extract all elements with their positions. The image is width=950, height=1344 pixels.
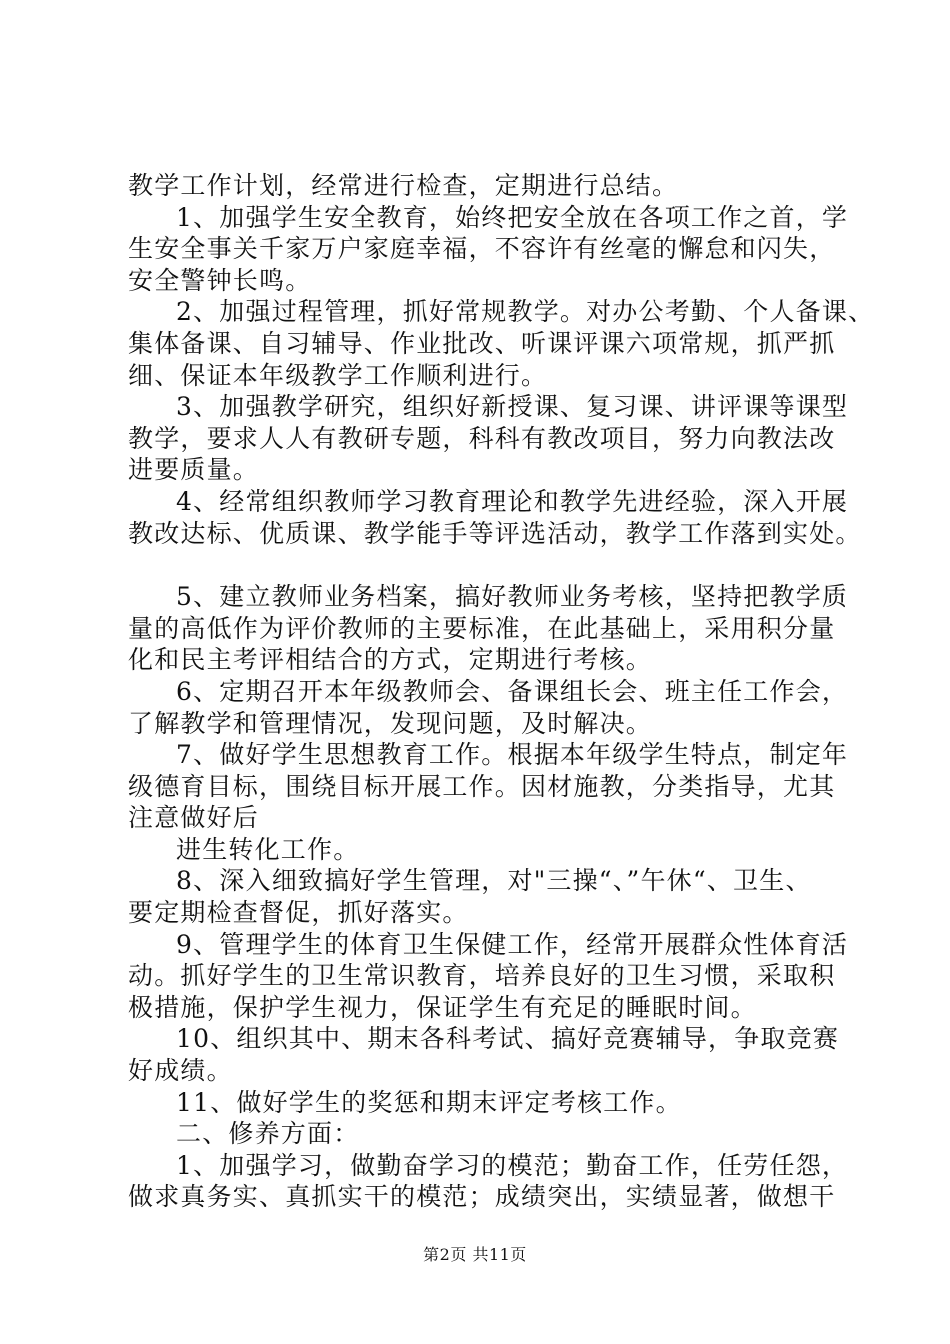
- text-line: 教学工作计划，经常进行检查，定期进行总结。: [128, 171, 679, 200]
- text-line: 注意做好后: [128, 803, 260, 833]
- text-line: 进生转化工作。: [176, 834, 360, 864]
- text-line: 8、深入细致搞好学生管理，对"三操“、”午休“、卫生、: [176, 866, 812, 896]
- text-line: 生安全事关千家万户家庭幸福，不容许有丝毫的懈怠和闪失，: [128, 234, 836, 264]
- text-line: 化和民主考评相结合的方式，定期进行考核。: [128, 645, 653, 675]
- text-line: 做求真务实、真抓实干的模范；成绩突出，实绩显著，做想干: [128, 1182, 836, 1212]
- text-line: 细、保证本年级教学工作顺利进行。: [128, 360, 548, 390]
- text-line: 1、加强学习，做勤奋学习的模范；勤奋工作，任劳任怨，: [176, 1150, 849, 1180]
- text-line: 安全警钟长鸣。: [128, 265, 312, 295]
- text-line: 级德育目标，围绕目标开展工作。因材施教，分类指导，尤其: [128, 771, 836, 801]
- text-line: 6、定期召开本年级教师会、备课组长会、班主任工作会，: [176, 676, 849, 706]
- text-line: 集体备课、自习辅导、作业批改、听课评课六项常规，抓严抓: [128, 328, 836, 358]
- text-line: 11、做好学生的奖惩和期末评定考核工作。: [176, 1087, 682, 1117]
- text-line: 要定期检查督促，抓好落实。: [128, 898, 469, 928]
- text-line: 教学，要求人人有教研专题，科科有教改项目，努力向教法改: [128, 423, 836, 453]
- text-line: 5、建立教师业务档案，搞好教师业务考核，坚持把教学质: [176, 582, 849, 612]
- text-line: 4、经常组织教师学习教育理论和教学先进经验，深入开展: [176, 486, 849, 516]
- text-line: 了解教学和管理情况，发现问题，及时解决。: [128, 708, 653, 738]
- text-line: 3、加强教学研究，组织好新授课、复习课、讲评课等课型: [176, 392, 849, 422]
- text-line: 极措施，保护学生视力，保证学生有充足的睡眠时间。: [128, 992, 757, 1022]
- text-line: 7、做好学生思想教育工作。根据本年级学生特点，制定年: [176, 740, 849, 770]
- text-line: 10、组织其中、期末各科考试、搞好竞赛辅导，争取竞赛: [176, 1024, 840, 1054]
- text-line: 教改达标、优质课、教学能手等评选活动，教学工作落到实处。: [128, 518, 862, 548]
- text-line: 动。抓好学生的卫生常识教育，培养良好的卫生习惯，采取积: [128, 961, 836, 991]
- text-line: 2、加强过程管理，抓好常规教学。对办公考勤、个人备课、: [176, 297, 875, 327]
- text-line: 9、管理学生的体育卫生保健工作，经常开展群众性体育活: [176, 929, 849, 959]
- text-line: 好成绩。: [128, 1056, 233, 1086]
- text-line: 量的高低作为评价教师的主要标准，在此基础上，采用积分量: [128, 613, 836, 643]
- page-number-footer: 第2页 共11页: [423, 1245, 527, 1264]
- text-line: 进要质量。: [128, 455, 260, 485]
- text-line: 1、加强学生安全教育，始终把安全放在各项工作之首，学: [176, 202, 849, 232]
- document-body: [128, 170, 875, 1213]
- text-line: 二、修养方面：: [176, 1119, 360, 1149]
